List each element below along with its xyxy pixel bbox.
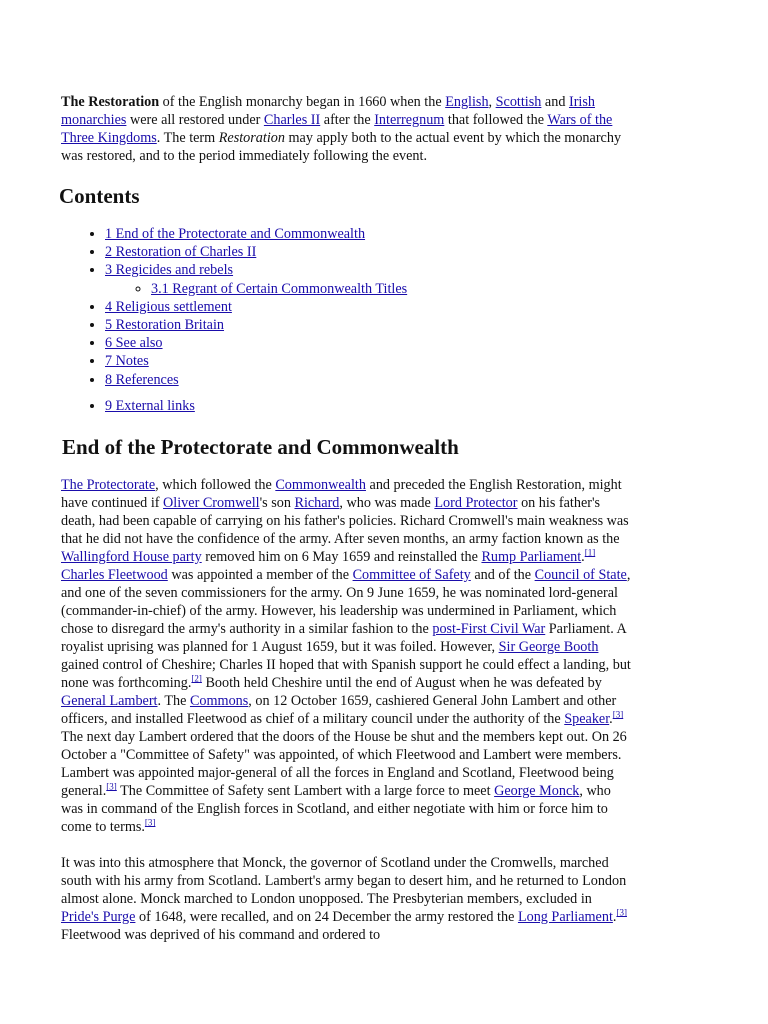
table-of-contents-continued (61, 397, 631, 415)
link-interregnum[interactable]: Interregnum (374, 112, 445, 128)
text: , and one of the seven commissioners for the army. On 9 June 1659, he was nominated lord-general (commander-in-chief) of the army. However, his leadership was undermined in Parliament, which chose to disregard the army's authority in a similar fashion to the (61, 567, 631, 638)
text: of the English monarchy began in 1660 when the (159, 94, 446, 110)
link-lord-protector[interactable]: Lord Protector (434, 495, 518, 512)
link-wallingford-house-party[interactable]: Wallingford House party (61, 549, 202, 566)
text: . (612, 909, 617, 926)
intro-paragraph (61, 93, 631, 165)
link-council-of-state[interactable]: Council of State (534, 567, 627, 584)
text: and (541, 94, 569, 110)
toc-sublist (105, 280, 631, 298)
text: was appointed a member of the (167, 567, 353, 584)
link-post-first-civil-war[interactable]: post-First Civil War (432, 621, 546, 638)
link-commonwealth[interactable]: Commonwealth (275, 477, 366, 494)
text: The next day Lambert ordered that the doors of the House be shut and the members kept out. On 26 October a "Committee of Safety" was appointed, of which Fleetwood and Lambert were members. Lambert was appointed major-general of all the forces in England and Scotland, Fleetwood being general. (61, 729, 627, 800)
text: , which followed the (155, 477, 276, 494)
footnote-ref[interactable]: [1] (584, 547, 596, 558)
footnote-ref[interactable]: [3] (144, 817, 156, 828)
text: and preceded the English Restoration, might have continued if (61, 477, 622, 512)
toc-link-2[interactable]: 2 Restoration of Charles II (105, 244, 257, 261)
toc-link-8[interactable]: 8 References (105, 371, 179, 388)
section-paragraph-1 (61, 476, 631, 836)
link-general-lambert[interactable]: General Lambert (61, 693, 158, 710)
link-commons[interactable]: Commons (189, 693, 249, 710)
text: The Committee of Safety sent Lambert with a large force to meet (116, 783, 495, 800)
text: Fleetwood was deprived of his command and ordered to (61, 927, 381, 944)
footnote-ref[interactable]: [2] (191, 673, 202, 684)
link-speaker[interactable]: Speaker (564, 711, 610, 728)
text: on his father's death, had been capable of carrying on his father's policies. Richard Cromwell's main weakness was that he did not have the confidence of the army. After seven months, an army faction known as the (61, 495, 629, 548)
text: . The term (156, 130, 219, 146)
link-english[interactable]: English (445, 94, 489, 110)
toc-link-3-1[interactable]: 3.1 Regrant of Certain Commonwealth Titles (151, 280, 408, 297)
link-oliver-cromwell[interactable]: Oliver Cromwell (163, 495, 260, 512)
toc-link-1[interactable]: 1 End of the Protectorate and Commonwealth (105, 226, 366, 242)
link-charles-fleetwood[interactable]: Charles Fleetwood (61, 567, 168, 584)
toc-item (105, 334, 631, 352)
text: may apply both to the actual event by which the monarchy was restored, and to the period immediately following the event. (61, 130, 622, 164)
text: , who was in command of the English forces in Scotland, and either negotiate with him or force him to come to terms. (61, 783, 611, 836)
link-rump-parliament[interactable]: Rump Parliament (481, 549, 582, 566)
link-prides-purge[interactable]: Pride's Purge (61, 909, 136, 926)
text: 's son (259, 495, 295, 512)
link-wars-three-kingdoms[interactable]: Wars of the Three Kingdoms (61, 112, 613, 146)
text: , on 12 October 1659, cashiered General John Lambert and other officers, and installed Fleetwood as chief of a military council under the authority of the (61, 693, 617, 728)
footnote-ref[interactable]: [3] (612, 709, 624, 720)
footnote-ref[interactable]: [3] (106, 781, 117, 792)
text: that followed the (444, 112, 548, 128)
link-scottish[interactable]: Scottish (495, 94, 542, 110)
toc-link-7[interactable]: 7 Notes (105, 353, 149, 370)
link-long-parliament[interactable]: Long Parliament (517, 909, 613, 926)
link-irish-monarchies[interactable]: Irish monarchies (61, 94, 595, 128)
link-committee-of-safety[interactable]: Committee of Safety (352, 567, 471, 584)
toc-item (105, 261, 631, 297)
link-george-monck[interactable]: George Monck (494, 783, 580, 800)
toc-link-9[interactable]: 9 External links (105, 397, 195, 414)
toc-link-5[interactable]: 5 Restoration Britain (105, 317, 225, 334)
text: and of the (470, 567, 535, 584)
text: , who was made (339, 495, 435, 512)
article-subject: The Restoration (61, 94, 160, 110)
text: It was into this atmosphere that Monck, the governor of Scotland under the Cromwells, marched south with his army from Scotland. Lambert's army began to desert him, and he returned to London almost alone. Monck marched to London unopposed. The Presbyterian members, excluded in (61, 855, 627, 908)
toc-link-3[interactable]: 3 Regicides and rebels (105, 262, 234, 279)
link-the-protectorate[interactable]: The Protectorate (61, 477, 156, 494)
text: of 1648, were recalled, and on 24 December the army restored the (135, 909, 518, 926)
text: , (488, 94, 496, 110)
toc-link-4[interactable]: 4 Religious settlement (105, 298, 232, 315)
term-restoration: Restoration (218, 130, 285, 146)
text: removed him on 6 May 1659 and reinstalled the (201, 549, 482, 566)
toc-item (105, 352, 631, 370)
article-content (61, 93, 631, 944)
link-richard[interactable]: Richard (294, 495, 340, 512)
toc-item (105, 298, 631, 316)
text: Booth held Cheshire until the end of August when he was defeated by (201, 675, 602, 692)
footnote-ref[interactable]: [3] (616, 907, 627, 918)
toc-link-6[interactable]: 6 See also (105, 335, 163, 352)
section-heading-end-of-protectorate: End of the Protectorate and Commonwealth (62, 435, 459, 460)
text: were all restored under (126, 112, 264, 128)
table-of-contents (61, 225, 631, 389)
text: . (609, 711, 613, 728)
toc-item (105, 397, 631, 415)
text: gained control of Cheshire; Charles II hoped that with Spanish support he could effect a landing, but none was forthcoming. (61, 657, 631, 692)
text: . The (157, 693, 190, 710)
text: . (581, 549, 585, 566)
text: Parliament. A royalist uprising was planned for 1 August 1659, but it was foiled. However, (61, 621, 627, 656)
link-sir-george-booth[interactable]: Sir George Booth (498, 639, 599, 656)
toc-item (105, 316, 631, 334)
toc-item (105, 243, 631, 261)
text: after the (320, 112, 375, 128)
contents-heading: Contents (59, 184, 140, 208)
toc-subitem (151, 280, 631, 298)
link-charles-ii[interactable]: Charles II (263, 112, 321, 128)
section-paragraph-2 (61, 854, 631, 944)
toc-item (105, 371, 631, 389)
toc-item (105, 225, 631, 243)
